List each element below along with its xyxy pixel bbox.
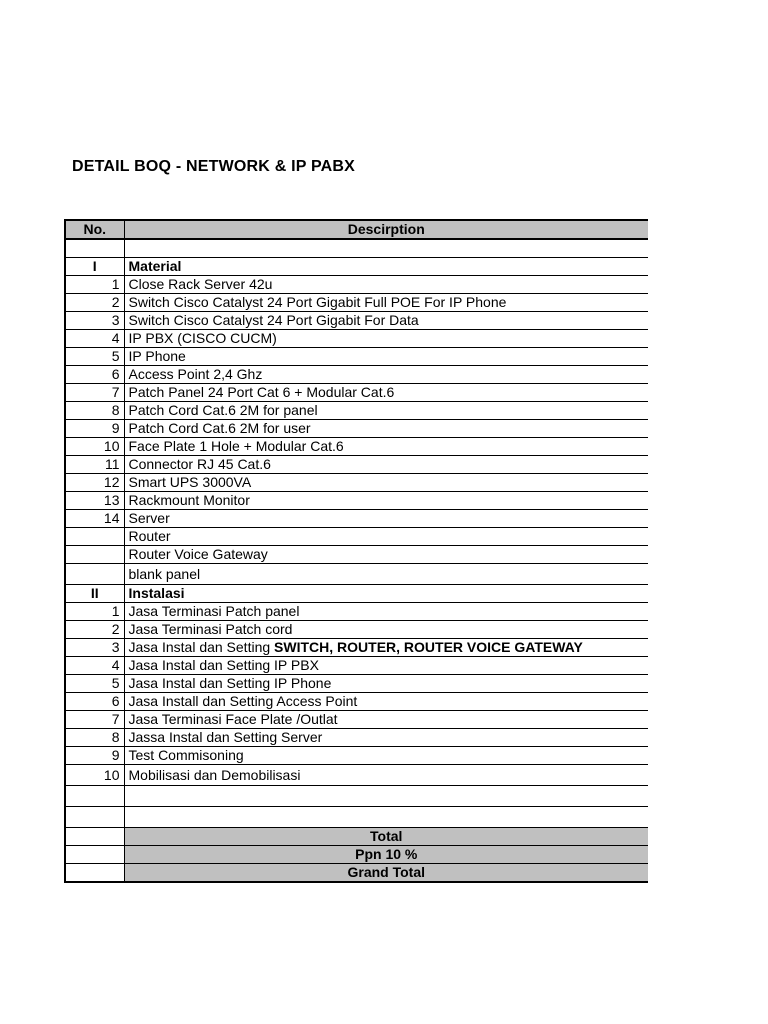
table-row	[65, 675, 648, 693]
section-label: Material	[124, 258, 648, 276]
item-description: Face Plate 1 Hole + Modular Cat.6	[124, 438, 648, 456]
item-no: 6	[65, 366, 124, 384]
table-row	[65, 510, 648, 528]
item-description: Patch Cord Cat.6 2M for panel	[124, 402, 648, 420]
item-description: Switch Cisco Catalyst 24 Port Gigabit Full POE For IP Phone	[124, 294, 648, 312]
item-no: 12	[65, 474, 124, 492]
item-no: 11	[65, 456, 124, 474]
table-row	[65, 729, 648, 747]
item-description: Router	[124, 528, 648, 546]
item-no: 7	[65, 384, 124, 402]
item-description: Jasa Terminasi Patch cord	[124, 621, 648, 639]
item-description: Rackmount Monitor	[124, 492, 648, 510]
item-no	[65, 546, 124, 564]
grand-total-label: Grand Total	[124, 864, 648, 883]
table-row	[65, 492, 648, 510]
table-row	[65, 528, 648, 546]
blank-row	[65, 786, 648, 807]
table-row	[65, 276, 648, 294]
item-no: 1	[65, 276, 124, 294]
summary-row-total	[65, 828, 648, 846]
boq-table	[64, 219, 648, 883]
total-label: Total	[124, 828, 648, 846]
item-description: Server	[124, 510, 648, 528]
item-description: Access Point 2,4 Ghz	[124, 366, 648, 384]
item-description-text: Jasa Instal dan Setting	[128, 639, 275, 655]
section-label: Instalasi	[124, 585, 648, 603]
item-description: IP PBX (CISCO CUCM)	[124, 330, 648, 348]
document-title: DETAIL BOQ - NETWORK & IP PABX	[72, 158, 356, 175]
item-no: 4	[65, 330, 124, 348]
item-no: 6	[65, 693, 124, 711]
item-description: Jasa Instal dan Setting IP Phone	[124, 675, 648, 693]
item-no	[65, 528, 124, 546]
item-description: Jassa Instal dan Setting Server	[124, 729, 648, 747]
table-row	[65, 564, 648, 585]
blank-row	[65, 239, 648, 258]
item-no: 8	[65, 402, 124, 420]
item-description: Router Voice Gateway	[124, 546, 648, 564]
item-description: Mobilisasi dan Demobilisasi	[124, 765, 648, 786]
item-description-bold: SWITCH, ROUTER, ROUTER VOICE GATEWAY	[274, 639, 583, 655]
table-row	[65, 621, 648, 639]
section-row-instalasi	[65, 585, 648, 603]
table-row	[65, 456, 648, 474]
header-no: No.	[65, 220, 124, 239]
item-no: 10	[65, 438, 124, 456]
table-row	[65, 294, 648, 312]
item-no: 2	[65, 621, 124, 639]
table-row	[65, 402, 648, 420]
item-description: Jasa Terminasi Patch panel	[124, 603, 648, 621]
table-row	[65, 747, 648, 765]
item-description: blank panel	[124, 564, 648, 585]
table-row	[65, 420, 648, 438]
item-no: 3	[65, 639, 124, 657]
table-row	[65, 693, 648, 711]
table-body	[65, 239, 648, 882]
item-description	[124, 639, 648, 657]
item-no	[65, 564, 124, 585]
item-description: Smart UPS 3000VA	[124, 474, 648, 492]
item-no: 8	[65, 729, 124, 747]
section-no: I	[65, 258, 124, 276]
item-no: 7	[65, 711, 124, 729]
item-no: 9	[65, 420, 124, 438]
item-no: 9	[65, 747, 124, 765]
table-row	[65, 330, 648, 348]
summary-row-ppn	[65, 846, 648, 864]
table-row	[65, 312, 648, 330]
table-row	[65, 765, 648, 786]
item-description: Close Rack Server 42u	[124, 276, 648, 294]
item-no: 10	[65, 765, 124, 786]
summary-row-grand-total	[65, 864, 648, 883]
blank-row	[65, 807, 648, 828]
header-description: Descirption	[124, 220, 648, 239]
table-row	[65, 474, 648, 492]
table-row	[65, 603, 648, 621]
table-row	[65, 639, 648, 657]
ppn-label: Ppn 10 %	[124, 846, 648, 864]
table-row	[65, 384, 648, 402]
table-row	[65, 711, 648, 729]
table-row	[65, 366, 648, 384]
item-description: Jasa Instal dan Setting IP PBX	[124, 657, 648, 675]
item-no: 5	[65, 348, 124, 366]
item-no: 13	[65, 492, 124, 510]
item-no: 5	[65, 675, 124, 693]
table-row	[65, 438, 648, 456]
item-no: 1	[65, 603, 124, 621]
item-description: Patch Cord Cat.6 2M for user	[124, 420, 648, 438]
item-description: Jasa Terminasi Face Plate /Outlat	[124, 711, 648, 729]
item-no: 3	[65, 312, 124, 330]
item-no: 4	[65, 657, 124, 675]
item-description: Patch Panel 24 Port Cat 6 + Modular Cat.6	[124, 384, 648, 402]
item-no: 14	[65, 510, 124, 528]
item-description: Jasa Install dan Setting Access Point	[124, 693, 648, 711]
item-description: Switch Cisco Catalyst 24 Port Gigabit For Data	[124, 312, 648, 330]
table-row	[65, 546, 648, 564]
item-no: 2	[65, 294, 124, 312]
table-row	[65, 657, 648, 675]
section-no: II	[65, 585, 124, 603]
table-row	[65, 348, 648, 366]
table-header-row	[65, 220, 648, 239]
item-description: IP Phone	[124, 348, 648, 366]
section-row-material	[65, 258, 648, 276]
item-description: Connector RJ 45 Cat.6	[124, 456, 648, 474]
item-description: Test Commisoning	[124, 747, 648, 765]
